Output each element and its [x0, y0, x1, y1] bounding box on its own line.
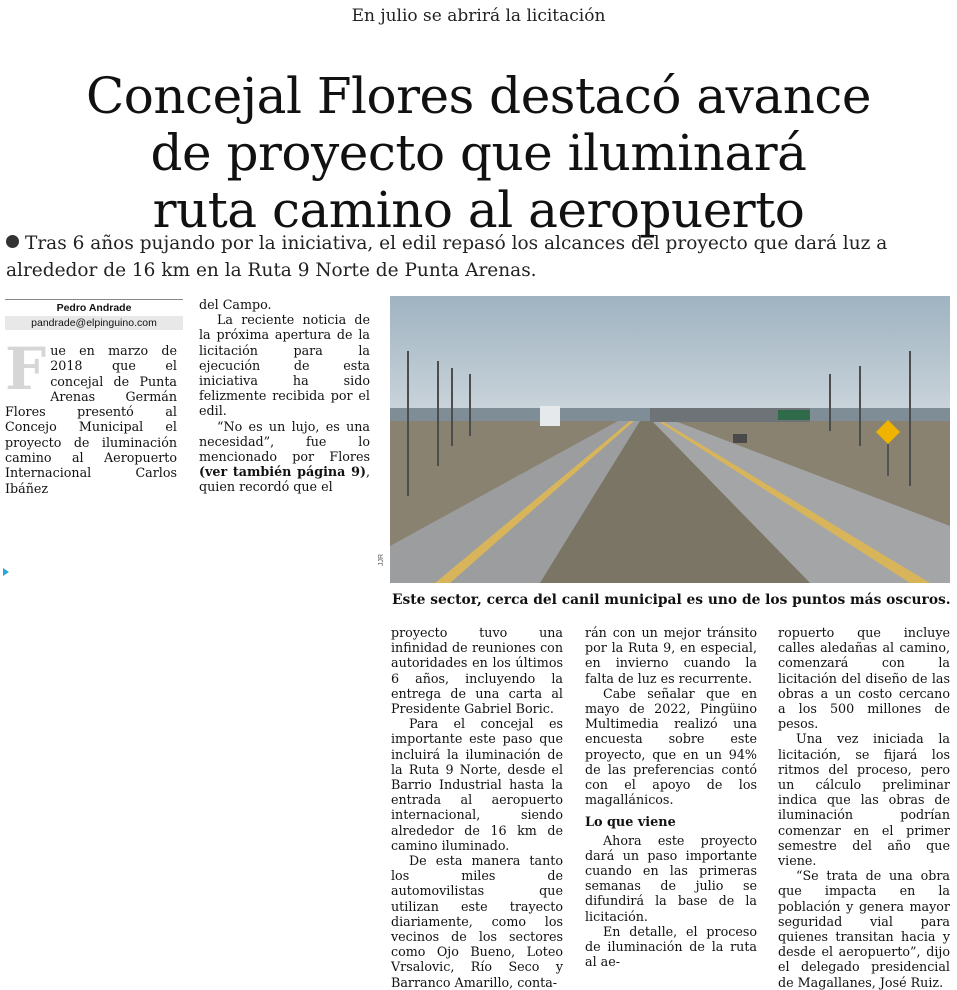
col5-p2: Una vez iniciada la licitación, se fijará los ritmos del proceso, pero un cálculo preliminar indica que las obras de iluminación podrían comenzar en el primer semestre del año que viene. [778, 731, 950, 869]
photo-credit: JJR [378, 553, 385, 566]
headline-line-1: Concejal Flores destacó avance [86, 66, 871, 125]
bullet-icon [6, 235, 19, 248]
col4-p3: Ahora este proyecto dará un paso importante cuando en las primeras semanas de julio se difundirá la base de la licitación. [585, 832, 757, 924]
col5-p1: ropuerto que incluye calles aledañas al camino, comenzará con la licitación del diseño de las obras a un costo cercano a los 500 millones de pesos. [778, 625, 950, 732]
col3-p2: Para el concejal es importante este paso que incluirá la iluminación de la Ruta 9 Norte, desde el Barrio Industrial hasta la entrada al aeropuerto internacional, siendo alrededor de 16 km de camino iluminado. [391, 716, 563, 853]
column-4 [585, 625, 757, 969]
headline [20, 68, 937, 239]
photo-caption: Este sector, cerca del canil municipal es uno de los puntos más oscuros. [392, 592, 951, 608]
col3-p3: De esta manera tanto los miles de automovilistas que utilizan este trayecto diariamente, como los vecinos de los sectores como Ojo Bueno, Loteo Vrsalovic, Río Seco y Barranco Amarillo, conta- [391, 853, 563, 990]
arrow-marker-icon [3, 568, 9, 576]
lede [6, 230, 951, 284]
byline [5, 299, 183, 330]
headline-line-2: de proyecto que iluminará [150, 123, 807, 182]
col2-p0: del Campo. [199, 297, 272, 312]
see-also-reference: (ver también página 9) [199, 464, 366, 480]
col4-p2: Cabe señalar que en mayo de 2022, Pingüino Multimedia realizó una encuesta sobre este proyecto, que en un 94% de las preferencias contó con el apoyo de los magallánicos. [585, 685, 757, 808]
author-name: Pedro Andrade [56, 302, 132, 314]
road-photo-illustration [390, 296, 950, 583]
col2-p1: La reciente noticia de la próxima apertura de la licitación para la ejecución de esta iniciativa ha sido felizmente recibida por el edil. [199, 312, 370, 419]
col2-p2 [199, 419, 370, 495]
col4-p4: En detalle, el proceso de iluminación de la ruta al ae- [585, 923, 757, 970]
col3-p1: proyecto tuvo una infinidad de reuniones con autoridades en los últimos 6 años, incluyendo la entrega de una carta al Presidente Gabriel Boric. [391, 625, 563, 717]
author-email[interactable]: pandrade@elpinguino.com [5, 316, 183, 330]
intro-text: ue en marzo de 2018 que el concejal de Punta Arenas Germán Flores presentó al Concejo Municipal el proyecto de iluminación camino al Aeropuerto Internacional Carlos Ibáñez [5, 343, 177, 496]
column-2 [199, 297, 370, 495]
col2-p2-text: “No es un lujo, es una necesidad”, fue lo mencionado por Flores [199, 418, 370, 465]
column-5 [778, 625, 950, 990]
column-3 [391, 625, 563, 990]
headline-line-3: ruta camino al aeropuerto [152, 180, 805, 239]
drop-cap: F [5, 335, 47, 403]
road-photo [390, 296, 950, 583]
col2-p2-tail: , quien recordó que el [199, 464, 370, 495]
subhead-lo-que-viene: Lo que viene [585, 815, 676, 831]
col4-p1: rán con un mejor tránsito por la Ruta 9, en especial, en invierno cuando la falta de luz es recurrente. [585, 625, 757, 686]
kicker: En julio se abrirá la licitación [351, 6, 606, 26]
lede-text: Tras 6 años pujando por la iniciativa, el edil repasó los alcances del proyecto que dará luz a alrededor de 16 km en la Ruta 9 Norte de Punta Arenas. [6, 233, 888, 281]
intro-paragraph [5, 335, 177, 496]
col5-p3: “Se trata de una obra que impacta en la población y genera mayor seguridad vial para quienes transitan hacia y desde el aeropuerto”, dijo el delegado presidencial de Magallanes, José Ruiz. [778, 868, 950, 990]
